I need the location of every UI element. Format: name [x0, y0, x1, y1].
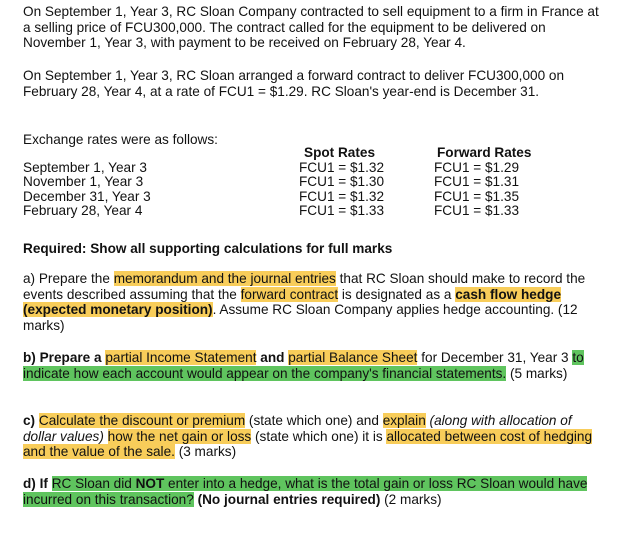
qc-text: c): [23, 413, 39, 428]
intro-paragraph-1: On September 1, Year 3, RC Sloan Company contracted to sell equipment to a firm in France at a selling price of FCU300,000. The contract called for the equipment to be delivered on November 1, Year 3, with payment to be received on February 28, Year 4.: [23, 4, 599, 50]
question-b: [23, 350, 603, 381]
rates-header-row: [23, 146, 557, 161]
qa-text: is designated as a: [338, 286, 456, 302]
intro-paragraph-2: On September 1, Year 3, RC Sloan arranged a forward contract to deliver FCU300,000 on February 28, Year 4, at a rate of FCU1 = $1.29. RC Sloan's year-end is December 31.: [23, 68, 565, 99]
qc-text: (state which one) it is: [251, 428, 387, 444]
rate-date: September 1, Year 3: [23, 159, 147, 175]
qd-not-bold: NOT: [135, 476, 165, 491]
rate-date: December 31, Year 3: [23, 188, 151, 204]
qb-text-bold: and: [256, 350, 289, 365]
qc-text: (3 marks): [174, 444, 237, 459]
qd-highlight-text: RC Sloan did: [51, 476, 136, 491]
forward-rate: FCU1 = $1.31: [434, 174, 520, 190]
forward-rates-header: Forward Rates: [437, 145, 532, 160]
question-d: [23, 476, 603, 507]
qc-highlight: explain: [382, 413, 426, 428]
qa-text: that RC Sloan should make to record the events described assuming that the: [23, 271, 586, 302]
exchange-rates-intro: Exchange rates were as follows:: [23, 132, 218, 147]
qa-highlight: forward contract: [240, 286, 339, 302]
qc-text: (state which one) and: [245, 413, 383, 428]
rates-row: [23, 161, 557, 176]
spot-rate: FCU1 = $1.30: [299, 174, 385, 190]
spot-rate: FCU1 = $1.32: [299, 188, 385, 204]
qd-text-bold: (No journal entries required): [197, 491, 381, 507]
question-c: [23, 413, 603, 460]
qa-text: a) Prepare the: [23, 271, 114, 286]
qa-highlight: memorandum and the journal entries: [113, 271, 336, 286]
qb-text: (5 marks): [506, 365, 568, 381]
qa-text: . Assume RC Sloan Company applies hedge accounting. (12 marks): [23, 302, 578, 333]
forward-rate: FCU1 = $1.33: [434, 203, 520, 219]
forward-rate: FCU1 = $1.29: [434, 159, 520, 175]
qc-highlight: Calculate the discount or premium: [38, 413, 246, 428]
qb-highlight: partial Income Statement: [105, 350, 257, 365]
date-column-header: [23, 146, 299, 161]
qa-highlight-bold: cash flow hedge (expected monetary position): [23, 286, 561, 317]
qd-highlight-text: enter into a hedge, what is the total gain or loss RC Sloan would have incurred on this transaction?: [23, 476, 588, 507]
rates-row: [23, 175, 557, 190]
rate-date: February 28, Year 4: [23, 203, 143, 219]
exchange-rates-table: [23, 146, 557, 219]
qc-highlight: how the net gain or loss: [107, 428, 252, 444]
qb-highlight: partial Balance Sheet: [288, 350, 418, 365]
qc-text-italic: (along with allocation of dollar values): [23, 413, 572, 444]
required-heading: Required: Show all supporting calculations for full marks: [23, 241, 393, 256]
qd-text: d) If: [23, 476, 52, 491]
qd-text: (2 marks): [380, 491, 442, 507]
spot-rate: FCU1 = $1.33: [299, 203, 385, 219]
qb-highlight-green: to indicate how each account would appear on the company's financial statements.: [23, 350, 584, 381]
qc-highlight: allocated between cost of hedging and the value of the sale.: [23, 428, 593, 459]
spot-rates-header: Spot Rates: [304, 145, 376, 160]
qb-text: b) Prepare a: [23, 350, 106, 365]
rate-date: November 1, Year 3: [23, 174, 144, 190]
rates-row: [23, 190, 557, 205]
rates-row: [23, 204, 557, 219]
forward-rate: FCU1 = $1.35: [434, 188, 520, 204]
question-a: [23, 271, 603, 333]
qb-text: for December 31, Year 3: [417, 350, 573, 365]
spot-rate: FCU1 = $1.32: [299, 159, 385, 175]
